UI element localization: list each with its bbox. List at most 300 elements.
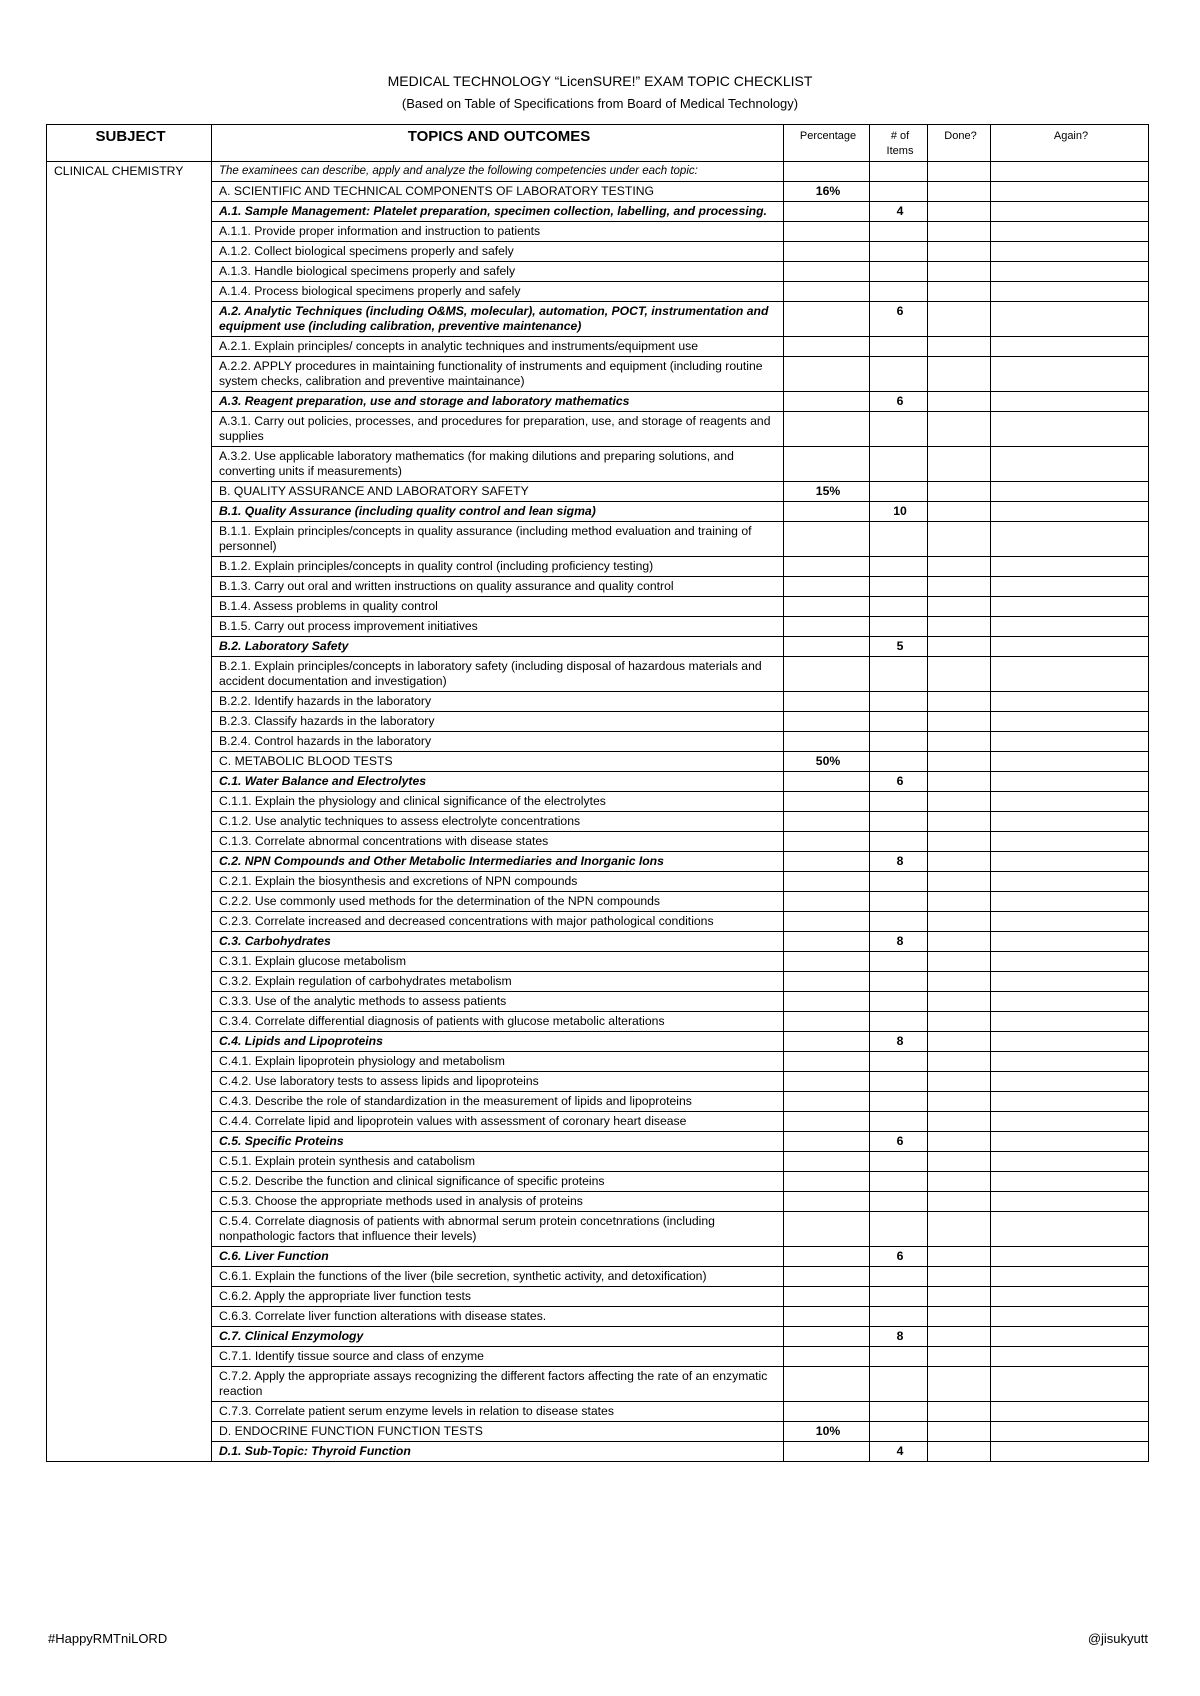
topic-cell: D. ENDOCRINE FUNCTION FUNCTION TESTS <box>212 1422 784 1442</box>
topic-cell: C.5.3. Choose the appropriate methods used in analysis of proteins <box>212 1192 784 1212</box>
table-row <box>47 752 1149 772</box>
topic-cell: C.3. Carbohydrates <box>212 932 784 952</box>
done-checkbox-cell[interactable] <box>928 692 991 712</box>
topic-cell: B.2. Laboratory Safety <box>212 637 784 657</box>
done-checkbox-cell[interactable] <box>928 892 991 912</box>
percentage-cell: 10% <box>784 1422 870 1442</box>
done-checkbox-cell[interactable] <box>928 1032 991 1052</box>
table-row <box>47 892 1149 912</box>
percentage-cell <box>784 952 870 972</box>
topic-cell: A.2.2. APPLY procedures in maintaining functionality of instruments and equipment (including routine system checks, calibration and preventive maintainance) <box>212 357 784 392</box>
percentage-cell <box>784 337 870 357</box>
topic-cell: C.2. NPN Compounds and Other Metabolic Intermediaries and Inorganic Ions <box>212 852 784 872</box>
items-cell <box>870 712 928 732</box>
items-cell <box>870 1267 928 1287</box>
done-checkbox-cell[interactable] <box>928 772 991 792</box>
done-checkbox-cell[interactable] <box>928 952 991 972</box>
header-row <box>47 125 1149 162</box>
percentage-cell <box>784 637 870 657</box>
done-checkbox-cell[interactable] <box>928 1092 991 1112</box>
table-row <box>47 1442 1149 1462</box>
done-checkbox-cell[interactable] <box>928 412 991 447</box>
table-row <box>47 182 1149 202</box>
again-checkbox-cell[interactable] <box>991 1422 1149 1442</box>
percentage-cell <box>784 1072 870 1092</box>
done-checkbox-cell[interactable] <box>928 162 991 182</box>
done-checkbox-cell[interactable] <box>928 577 991 597</box>
again-checkbox-cell[interactable] <box>991 357 1149 392</box>
percentage-cell <box>784 812 870 832</box>
table-row <box>47 932 1149 952</box>
percentage-cell <box>784 557 870 577</box>
again-checkbox-cell[interactable] <box>991 412 1149 447</box>
table-row <box>47 772 1149 792</box>
topic-cell: B.2.2. Identify hazards in the laboratory <box>212 692 784 712</box>
topic-cell: C.7.2. Apply the appropriate assays recognizing the different factors affecting the rate of an enzymatic reaction <box>212 1367 784 1402</box>
table-row <box>47 242 1149 262</box>
again-checkbox-cell[interactable] <box>991 972 1149 992</box>
topic-cell: B.2.3. Classify hazards in the laboratory <box>212 712 784 732</box>
items-cell: 6 <box>870 1247 928 1267</box>
topic-cell: B.1.3. Carry out oral and written instructions on quality assurance and quality control <box>212 577 784 597</box>
items-cell <box>870 912 928 932</box>
topic-cell: A.2. Analytic Techniques (including O&MS, molecular), automation, POCT, instrumentation and equipment use (including calibration, preventive maintenance) <box>212 302 784 337</box>
table-row <box>47 557 1149 577</box>
done-checkbox-cell[interactable] <box>928 222 991 242</box>
table-row <box>47 1247 1149 1267</box>
table-row <box>47 657 1149 692</box>
again-checkbox-cell[interactable] <box>991 1442 1149 1462</box>
items-cell <box>870 752 928 772</box>
done-checkbox-cell[interactable] <box>928 912 991 932</box>
done-checkbox-cell[interactable] <box>928 1402 991 1422</box>
done-checkbox-cell[interactable] <box>928 972 991 992</box>
topic-cell: C.7. Clinical Enzymology <box>212 1327 784 1347</box>
done-checkbox-cell[interactable] <box>928 1307 991 1327</box>
percentage-cell <box>784 1347 870 1367</box>
again-checkbox-cell[interactable] <box>991 792 1149 812</box>
done-checkbox-cell[interactable] <box>928 1112 991 1132</box>
again-checkbox-cell[interactable] <box>991 1172 1149 1192</box>
table-row <box>47 1347 1149 1367</box>
items-cell <box>870 972 928 992</box>
items-cell <box>870 832 928 852</box>
percentage-cell <box>784 732 870 752</box>
percentage-cell <box>784 412 870 447</box>
table-row <box>47 392 1149 412</box>
topic-cell: C.1.1. Explain the physiology and clinical significance of the electrolytes <box>212 792 784 812</box>
items-cell <box>870 732 928 752</box>
again-checkbox-cell[interactable] <box>991 812 1149 832</box>
done-checkbox-cell[interactable] <box>928 522 991 557</box>
again-checkbox-cell[interactable] <box>991 637 1149 657</box>
percentage-cell <box>784 1192 870 1212</box>
again-checkbox-cell[interactable] <box>991 1052 1149 1072</box>
percentage-cell <box>784 357 870 392</box>
table-row <box>47 912 1149 932</box>
done-checkbox-cell[interactable] <box>928 1052 991 1072</box>
again-checkbox-cell[interactable] <box>991 337 1149 357</box>
done-checkbox-cell[interactable] <box>928 1247 991 1267</box>
topic-cell: C.4.2. Use laboratory tests to assess lipids and lipoproteins <box>212 1072 784 1092</box>
items-cell <box>870 1012 928 1032</box>
percentage-cell <box>784 1442 870 1462</box>
table-row <box>47 1012 1149 1032</box>
topic-cell: A.2.1. Explain principles/ concepts in analytic techniques and instruments/equipment use <box>212 337 784 357</box>
topic-cell: B. QUALITY ASSURANCE AND LABORATORY SAFETY <box>212 482 784 502</box>
topic-cell: C.5.1. Explain protein synthesis and catabolism <box>212 1152 784 1172</box>
again-checkbox-cell[interactable] <box>991 1267 1149 1287</box>
percentage-cell <box>784 832 870 852</box>
items-cell <box>870 1092 928 1112</box>
again-checkbox-cell[interactable] <box>991 1347 1149 1367</box>
percentage-cell <box>784 1247 870 1267</box>
topic-cell: A.1.4. Process biological specimens properly and safely <box>212 282 784 302</box>
done-checkbox-cell[interactable] <box>928 1347 991 1367</box>
percentage-cell <box>784 992 870 1012</box>
items-cell <box>870 1172 928 1192</box>
items-cell <box>870 1307 928 1327</box>
topic-cell: C.2.1. Explain the biosynthesis and excretions of NPN compounds <box>212 872 784 892</box>
table-row <box>47 202 1149 222</box>
percentage-cell <box>784 1212 870 1247</box>
percentage-cell <box>784 302 870 337</box>
again-checkbox-cell[interactable] <box>991 392 1149 412</box>
items-cell: 6 <box>870 1132 928 1152</box>
table-row <box>47 1422 1149 1442</box>
done-checkbox-cell[interactable] <box>928 1172 991 1192</box>
topic-cell: B.1. Quality Assurance (including quality control and lean sigma) <box>212 502 784 522</box>
done-checkbox-cell[interactable] <box>928 617 991 637</box>
percentage-cell <box>784 597 870 617</box>
again-checkbox-cell[interactable] <box>991 657 1149 692</box>
table-row <box>47 617 1149 637</box>
table-row <box>47 1287 1149 1307</box>
done-checkbox-cell[interactable] <box>928 792 991 812</box>
subject-cell: CLINICAL CHEMISTRY <box>47 162 212 1462</box>
done-checkbox-cell[interactable] <box>928 992 991 1012</box>
again-checkbox-cell[interactable] <box>991 772 1149 792</box>
percentage-cell <box>784 1327 870 1347</box>
percentage-cell <box>784 1112 870 1132</box>
items-cell: 4 <box>870 1442 928 1462</box>
again-checkbox-cell[interactable] <box>991 1307 1149 1327</box>
percentage-cell <box>784 222 870 242</box>
document-title: MEDICAL TECHNOLOGY “LicenSURE!” EXAM TOPIC CHECKLIST <box>387 73 813 89</box>
done-checkbox-cell[interactable] <box>928 932 991 952</box>
again-checkbox-cell[interactable] <box>991 952 1149 972</box>
again-checkbox-cell[interactable] <box>991 262 1149 282</box>
percentage-cell <box>784 932 870 952</box>
again-checkbox-cell[interactable] <box>991 1032 1149 1052</box>
again-checkbox-cell[interactable] <box>991 1367 1149 1402</box>
done-checkbox-cell[interactable] <box>928 712 991 732</box>
percentage-cell <box>784 577 870 597</box>
table-row <box>47 637 1149 657</box>
percentage-cell <box>784 1012 870 1032</box>
done-checkbox-cell[interactable] <box>928 502 991 522</box>
percentage-cell <box>784 1367 870 1402</box>
percentage-cell <box>784 1267 870 1287</box>
topic-cell: C.6.1. Explain the functions of the liver (bile secretion, synthetic activity, and detoxification) <box>212 1267 784 1287</box>
topic-cell: C.3.3. Use of the analytic methods to assess patients <box>212 992 784 1012</box>
percentage-cell <box>784 447 870 482</box>
table-row <box>47 482 1149 502</box>
table-row <box>47 412 1149 447</box>
table-row <box>47 1267 1149 1287</box>
again-checkbox-cell[interactable] <box>991 692 1149 712</box>
done-checkbox-cell[interactable] <box>928 1152 991 1172</box>
topic-cell: C.7.3. Correlate patient serum enzyme levels in relation to disease states <box>212 1402 784 1422</box>
items-cell <box>870 447 928 482</box>
again-checkbox-cell[interactable] <box>991 1247 1149 1267</box>
again-checkbox-cell[interactable] <box>991 872 1149 892</box>
table-row <box>47 1212 1149 1247</box>
again-checkbox-cell[interactable] <box>991 1327 1149 1347</box>
done-checkbox-cell[interactable] <box>928 1192 991 1212</box>
topic-cell: A.1.2. Collect biological specimens properly and safely <box>212 242 784 262</box>
topic-cell: A.1.3. Handle biological specimens properly and safely <box>212 262 784 282</box>
table-row <box>47 447 1149 482</box>
again-checkbox-cell[interactable] <box>991 1287 1149 1307</box>
topic-cell: A.3.2. Use applicable laboratory mathematics (for making dilutions and preparing solutions, and converting units if measurements) <box>212 447 784 482</box>
again-checkbox-cell[interactable] <box>991 892 1149 912</box>
items-cell <box>870 892 928 912</box>
done-checkbox-cell[interactable] <box>928 832 991 852</box>
table-row <box>47 1327 1149 1347</box>
done-checkbox-cell[interactable] <box>928 1072 991 1092</box>
done-checkbox-cell[interactable] <box>928 337 991 357</box>
table-row <box>47 1132 1149 1152</box>
items-cell <box>870 872 928 892</box>
done-checkbox-cell[interactable] <box>928 732 991 752</box>
table-row <box>47 577 1149 597</box>
table-row <box>47 872 1149 892</box>
table-row <box>47 992 1149 1012</box>
done-checkbox-cell[interactable] <box>928 752 991 772</box>
table-row <box>47 1307 1149 1327</box>
again-checkbox-cell[interactable] <box>991 222 1149 242</box>
items-cell <box>870 992 928 1012</box>
done-checkbox-cell[interactable] <box>928 557 991 577</box>
topic-cell: C.3.2. Explain regulation of carbohydrates metabolism <box>212 972 784 992</box>
topic-cell: C. METABOLIC BLOOD TESTS <box>212 752 784 772</box>
again-checkbox-cell[interactable] <box>991 182 1149 202</box>
items-cell: 8 <box>870 1327 928 1347</box>
again-checkbox-cell[interactable] <box>991 482 1149 502</box>
again-checkbox-cell[interactable] <box>991 617 1149 637</box>
done-checkbox-cell[interactable] <box>928 597 991 617</box>
done-checkbox-cell[interactable] <box>928 392 991 412</box>
topic-cell: C.1.2. Use analytic techniques to assess electrolyte concentrations <box>212 812 784 832</box>
table-row <box>47 337 1149 357</box>
topic-cell: C.3.4. Correlate differential diagnosis of patients with glucose metabolic alterations <box>212 1012 784 1032</box>
items-cell: 4 <box>870 202 928 222</box>
items-cell <box>870 1347 928 1367</box>
items-cell <box>870 357 928 392</box>
again-checkbox-cell[interactable] <box>991 597 1149 617</box>
percentage-cell <box>784 892 870 912</box>
items-cell <box>870 952 928 972</box>
topic-cell: C.3.1. Explain glucose metabolism <box>212 952 784 972</box>
items-cell <box>870 337 928 357</box>
again-checkbox-cell[interactable] <box>991 1112 1149 1132</box>
items-cell <box>870 657 928 692</box>
done-checkbox-cell[interactable] <box>928 182 991 202</box>
header-topics: TOPICS AND OUTCOMES <box>212 125 784 162</box>
done-checkbox-cell[interactable] <box>928 302 991 337</box>
done-checkbox-cell[interactable] <box>928 657 991 692</box>
table-row <box>47 832 1149 852</box>
table-row <box>47 1152 1149 1172</box>
again-checkbox-cell[interactable] <box>991 732 1149 752</box>
topic-cell: C.6.2. Apply the appropriate liver function tests <box>212 1287 784 1307</box>
again-checkbox-cell[interactable] <box>991 447 1149 482</box>
items-cell <box>870 482 928 502</box>
again-checkbox-cell[interactable] <box>991 932 1149 952</box>
percentage-cell <box>784 262 870 282</box>
topic-cell: B.1.5. Carry out process improvement initiatives <box>212 617 784 637</box>
done-checkbox-cell[interactable] <box>928 812 991 832</box>
done-checkbox-cell[interactable] <box>928 1442 991 1462</box>
again-checkbox-cell[interactable] <box>991 302 1149 337</box>
items-cell: 5 <box>870 637 928 657</box>
topic-cell: C.6. Liver Function <box>212 1247 784 1267</box>
done-checkbox-cell[interactable] <box>928 1422 991 1442</box>
table-row <box>47 952 1149 972</box>
table-row <box>47 357 1149 392</box>
table-row <box>47 1367 1149 1402</box>
items-cell <box>870 1072 928 1092</box>
percentage-cell <box>784 1152 870 1172</box>
again-checkbox-cell[interactable] <box>991 1152 1149 1172</box>
header-done: Done? <box>928 125 991 162</box>
topic-cell: C.4.4. Correlate lipid and lipoprotein values with assessment of coronary heart disease <box>212 1112 784 1132</box>
done-checkbox-cell[interactable] <box>928 1367 991 1402</box>
items-cell: 6 <box>870 302 928 337</box>
again-checkbox-cell[interactable] <box>991 1192 1149 1212</box>
table-row <box>47 1172 1149 1192</box>
table-row <box>47 522 1149 557</box>
again-checkbox-cell[interactable] <box>991 1092 1149 1112</box>
table-row <box>47 732 1149 752</box>
topic-cell: C.2.3. Correlate increased and decreased concentrations with major pathological conditions <box>212 912 784 932</box>
table-row <box>47 302 1149 337</box>
percentage-cell <box>784 1172 870 1192</box>
table-row <box>47 1072 1149 1092</box>
again-checkbox-cell[interactable] <box>991 992 1149 1012</box>
again-checkbox-cell[interactable] <box>991 1132 1149 1152</box>
percentage-cell <box>784 772 870 792</box>
done-checkbox-cell[interactable] <box>928 852 991 872</box>
done-checkbox-cell[interactable] <box>928 242 991 262</box>
topic-cell: A.1.1. Provide proper information and instruction to patients <box>212 222 784 242</box>
again-checkbox-cell[interactable] <box>991 832 1149 852</box>
topic-cell: C.5.4. Correlate diagnosis of patients with abnormal serum protein concetnrations (including nonpathologic factors that influence their levels) <box>212 1212 784 1247</box>
topic-cell: B.1.4. Assess problems in quality control <box>212 597 784 617</box>
again-checkbox-cell[interactable] <box>991 202 1149 222</box>
done-checkbox-cell[interactable] <box>928 447 991 482</box>
items-cell <box>870 1422 928 1442</box>
table-row <box>47 222 1149 242</box>
percentage-cell: 16% <box>784 182 870 202</box>
again-checkbox-cell[interactable] <box>991 282 1149 302</box>
topic-cell: C.5. Specific Proteins <box>212 1132 784 1152</box>
done-checkbox-cell[interactable] <box>928 1267 991 1287</box>
items-cell <box>870 1287 928 1307</box>
again-checkbox-cell[interactable] <box>991 1072 1149 1092</box>
again-checkbox-cell[interactable] <box>991 752 1149 772</box>
items-cell: 8 <box>870 852 928 872</box>
again-checkbox-cell[interactable] <box>991 1012 1149 1032</box>
done-checkbox-cell[interactable] <box>928 482 991 502</box>
done-checkbox-cell[interactable] <box>928 1212 991 1247</box>
topic-cell: B.1.2. Explain principles/concepts in quality control (including proficiency testing) <box>212 557 784 577</box>
again-checkbox-cell[interactable] <box>991 577 1149 597</box>
items-cell <box>870 282 928 302</box>
items-cell <box>870 792 928 812</box>
done-checkbox-cell[interactable] <box>928 357 991 392</box>
percentage-cell <box>784 792 870 812</box>
again-checkbox-cell[interactable] <box>991 1212 1149 1247</box>
topic-cell: C.6.3. Correlate liver function alterations with disease states. <box>212 1307 784 1327</box>
again-checkbox-cell[interactable] <box>991 912 1149 932</box>
done-checkbox-cell[interactable] <box>928 1132 991 1152</box>
items-cell <box>870 242 928 262</box>
again-checkbox-cell[interactable] <box>991 502 1149 522</box>
done-checkbox-cell[interactable] <box>928 1287 991 1307</box>
done-checkbox-cell[interactable] <box>928 1327 991 1347</box>
done-checkbox-cell[interactable] <box>928 282 991 302</box>
table-row <box>47 1092 1149 1112</box>
percentage-cell <box>784 242 870 262</box>
done-checkbox-cell[interactable] <box>928 1012 991 1032</box>
items-cell <box>870 522 928 557</box>
percentage-cell <box>784 282 870 302</box>
items-cell: 8 <box>870 932 928 952</box>
items-cell <box>870 182 928 202</box>
table-row <box>47 1192 1149 1212</box>
items-cell <box>870 1402 928 1422</box>
again-checkbox-cell[interactable] <box>991 712 1149 732</box>
topic-checklist-table <box>46 124 1149 1462</box>
topic-cell: B.1.1. Explain principles/concepts in quality assurance (including method evaluation and training of personnel) <box>212 522 784 557</box>
again-checkbox-cell[interactable] <box>991 522 1149 557</box>
again-checkbox-cell[interactable] <box>991 852 1149 872</box>
table-row <box>47 1112 1149 1132</box>
again-checkbox-cell[interactable] <box>991 242 1149 262</box>
header-again: Again? <box>991 125 1149 162</box>
percentage-cell <box>784 1092 870 1112</box>
percentage-cell <box>784 1307 870 1327</box>
items-cell: 6 <box>870 772 928 792</box>
done-checkbox-cell[interactable] <box>928 872 991 892</box>
done-checkbox-cell[interactable] <box>928 637 991 657</box>
done-checkbox-cell[interactable] <box>928 262 991 282</box>
topic-cell: The examinees can describe, apply and analyze the following competencies under each topic: <box>212 162 784 182</box>
done-checkbox-cell[interactable] <box>928 202 991 222</box>
items-cell <box>870 692 928 712</box>
topic-cell: C.2.2. Use commonly used methods for the determination of the NPN compounds <box>212 892 784 912</box>
again-checkbox-cell[interactable] <box>991 1402 1149 1422</box>
table-row <box>47 972 1149 992</box>
again-checkbox-cell[interactable] <box>991 557 1149 577</box>
topic-cell: C.4.1. Explain lipoprotein physiology and metabolism <box>212 1052 784 1072</box>
percentage-cell: 50% <box>784 752 870 772</box>
percentage-cell <box>784 852 870 872</box>
again-checkbox-cell[interactable] <box>991 162 1149 182</box>
items-cell <box>870 222 928 242</box>
